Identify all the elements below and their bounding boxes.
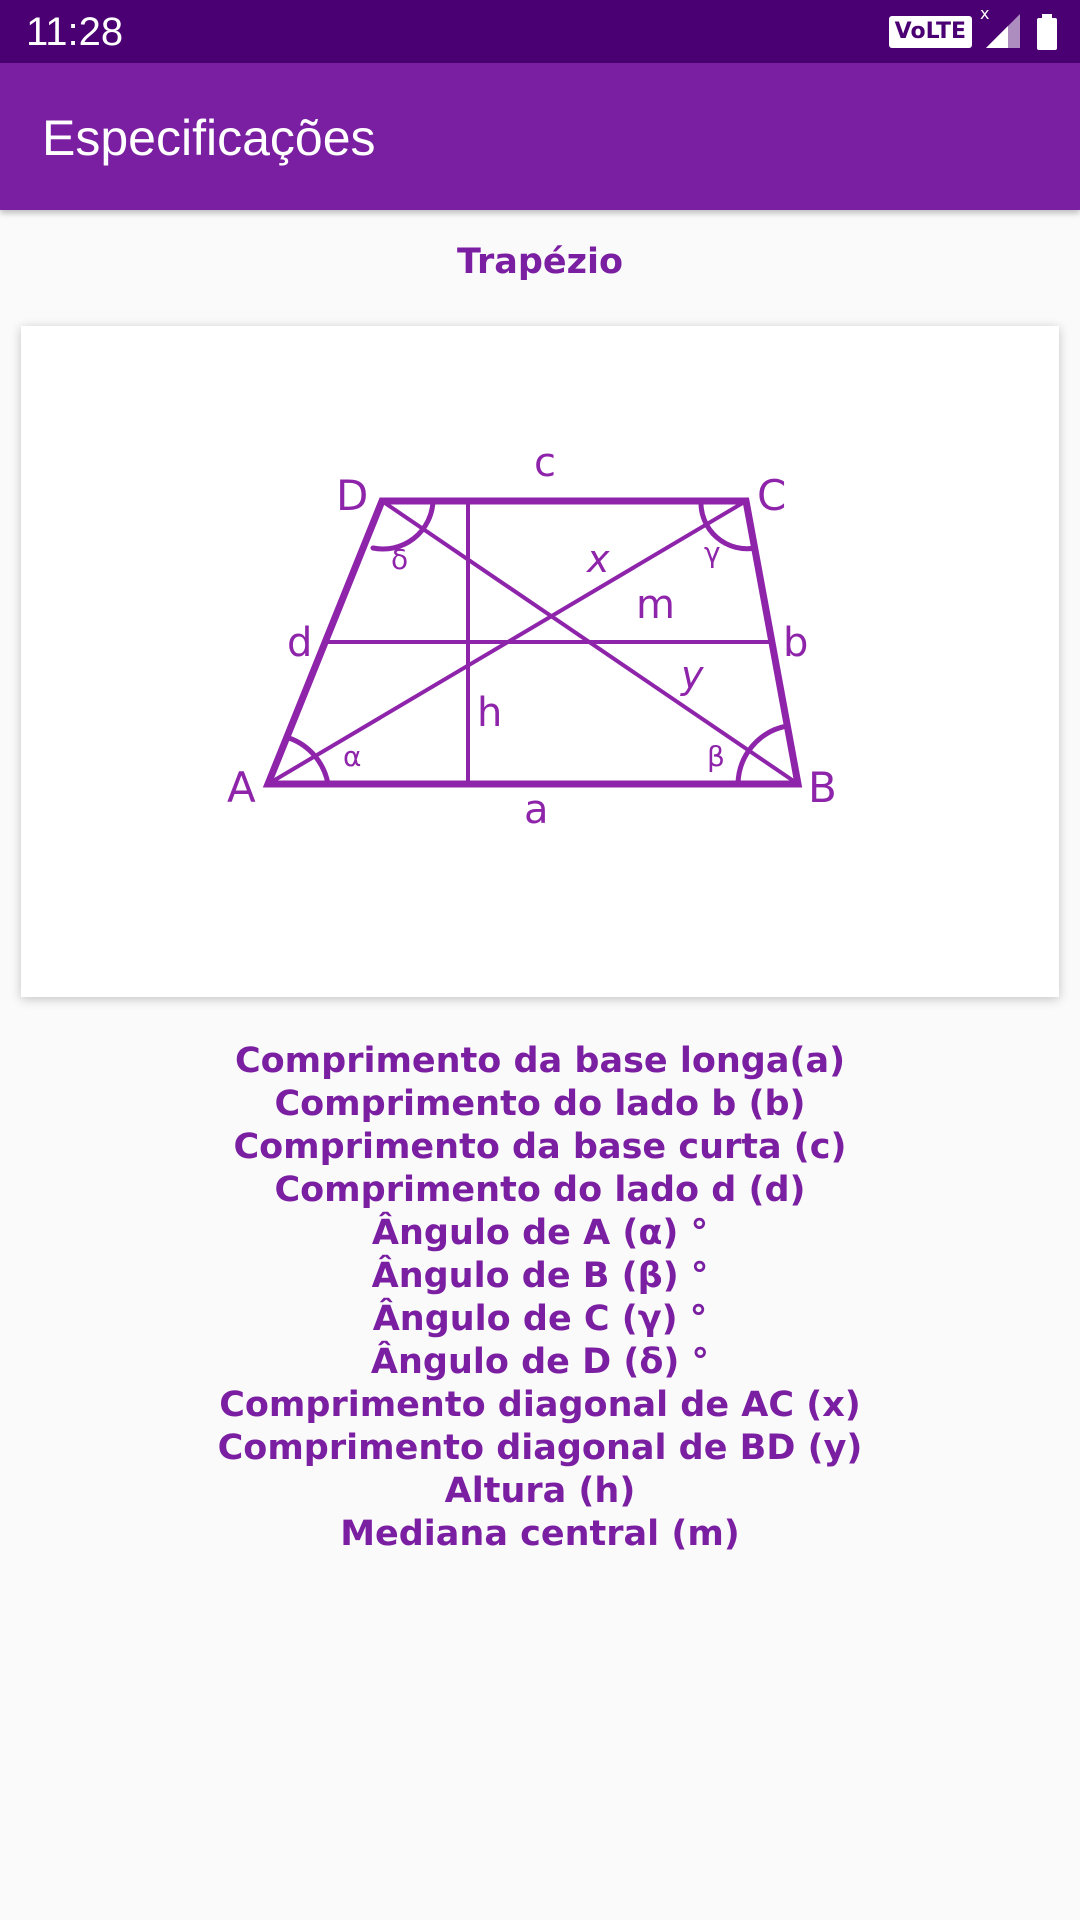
spec-height: Altura (h) (444, 1471, 636, 1511)
signal-icon (980, 4, 1022, 50)
spec-diagonal-bd: Comprimento diagonal de BD (y) (217, 1428, 863, 1468)
spec-long-base: Comprimento da base longa(a) (234, 1041, 846, 1081)
angle-label-gamma: γ (704, 536, 721, 569)
status-bar (0, 0, 1080, 63)
angle-arc-b (738, 726, 787, 784)
side-label-c: c (534, 440, 556, 486)
angle-label-beta: β (707, 740, 725, 773)
shape-title: Trapézio (456, 242, 624, 282)
page-title: Especificações (42, 110, 376, 166)
spec-angle-d: Ângulo de D (δ) ° (370, 1342, 710, 1382)
status-time: 11:28 (26, 10, 124, 54)
median-label: m (636, 582, 675, 628)
height-label: h (477, 690, 503, 736)
trapezoid-diagram (21, 326, 1059, 997)
spec-side-d: Comprimento do lado d (d) (274, 1170, 806, 1210)
spec-angle-a: Ângulo de A (α) ° (371, 1213, 709, 1253)
diagram-card (21, 326, 1059, 997)
side-label-b: b (783, 620, 809, 666)
vertex-label-d: D (336, 471, 369, 520)
vertex-label-a: A (227, 763, 256, 812)
app-bar (0, 63, 1080, 210)
battery-icon (1036, 14, 1058, 50)
volte-badge: VoLTE (889, 16, 972, 48)
diagonal-label-x: x (587, 537, 610, 581)
side-label-d: d (287, 620, 313, 666)
spec-short-base: Comprimento da base curta (c) (233, 1127, 847, 1167)
side-label-a: a (524, 787, 549, 833)
spec-angle-b: Ângulo de B (β) ° (371, 1256, 709, 1296)
angle-label-delta: δ (391, 543, 409, 576)
spec-side-b: Comprimento do lado b (b) (274, 1084, 806, 1124)
no-data-mark: x (980, 4, 990, 23)
spec-list (0, 1040, 1080, 1556)
angle-label-alpha: α (343, 740, 362, 773)
spec-diagonal-ac: Comprimento diagonal de AC (x) (219, 1385, 861, 1425)
status-icons (889, 4, 1058, 54)
diagonal-label-y: y (681, 653, 704, 697)
spec-angle-c: Ângulo de C (γ) ° (372, 1299, 708, 1339)
vertex-label-c: C (757, 471, 787, 520)
spec-median: Mediana central (m) (340, 1514, 740, 1554)
vertex-label-b: B (808, 763, 837, 812)
